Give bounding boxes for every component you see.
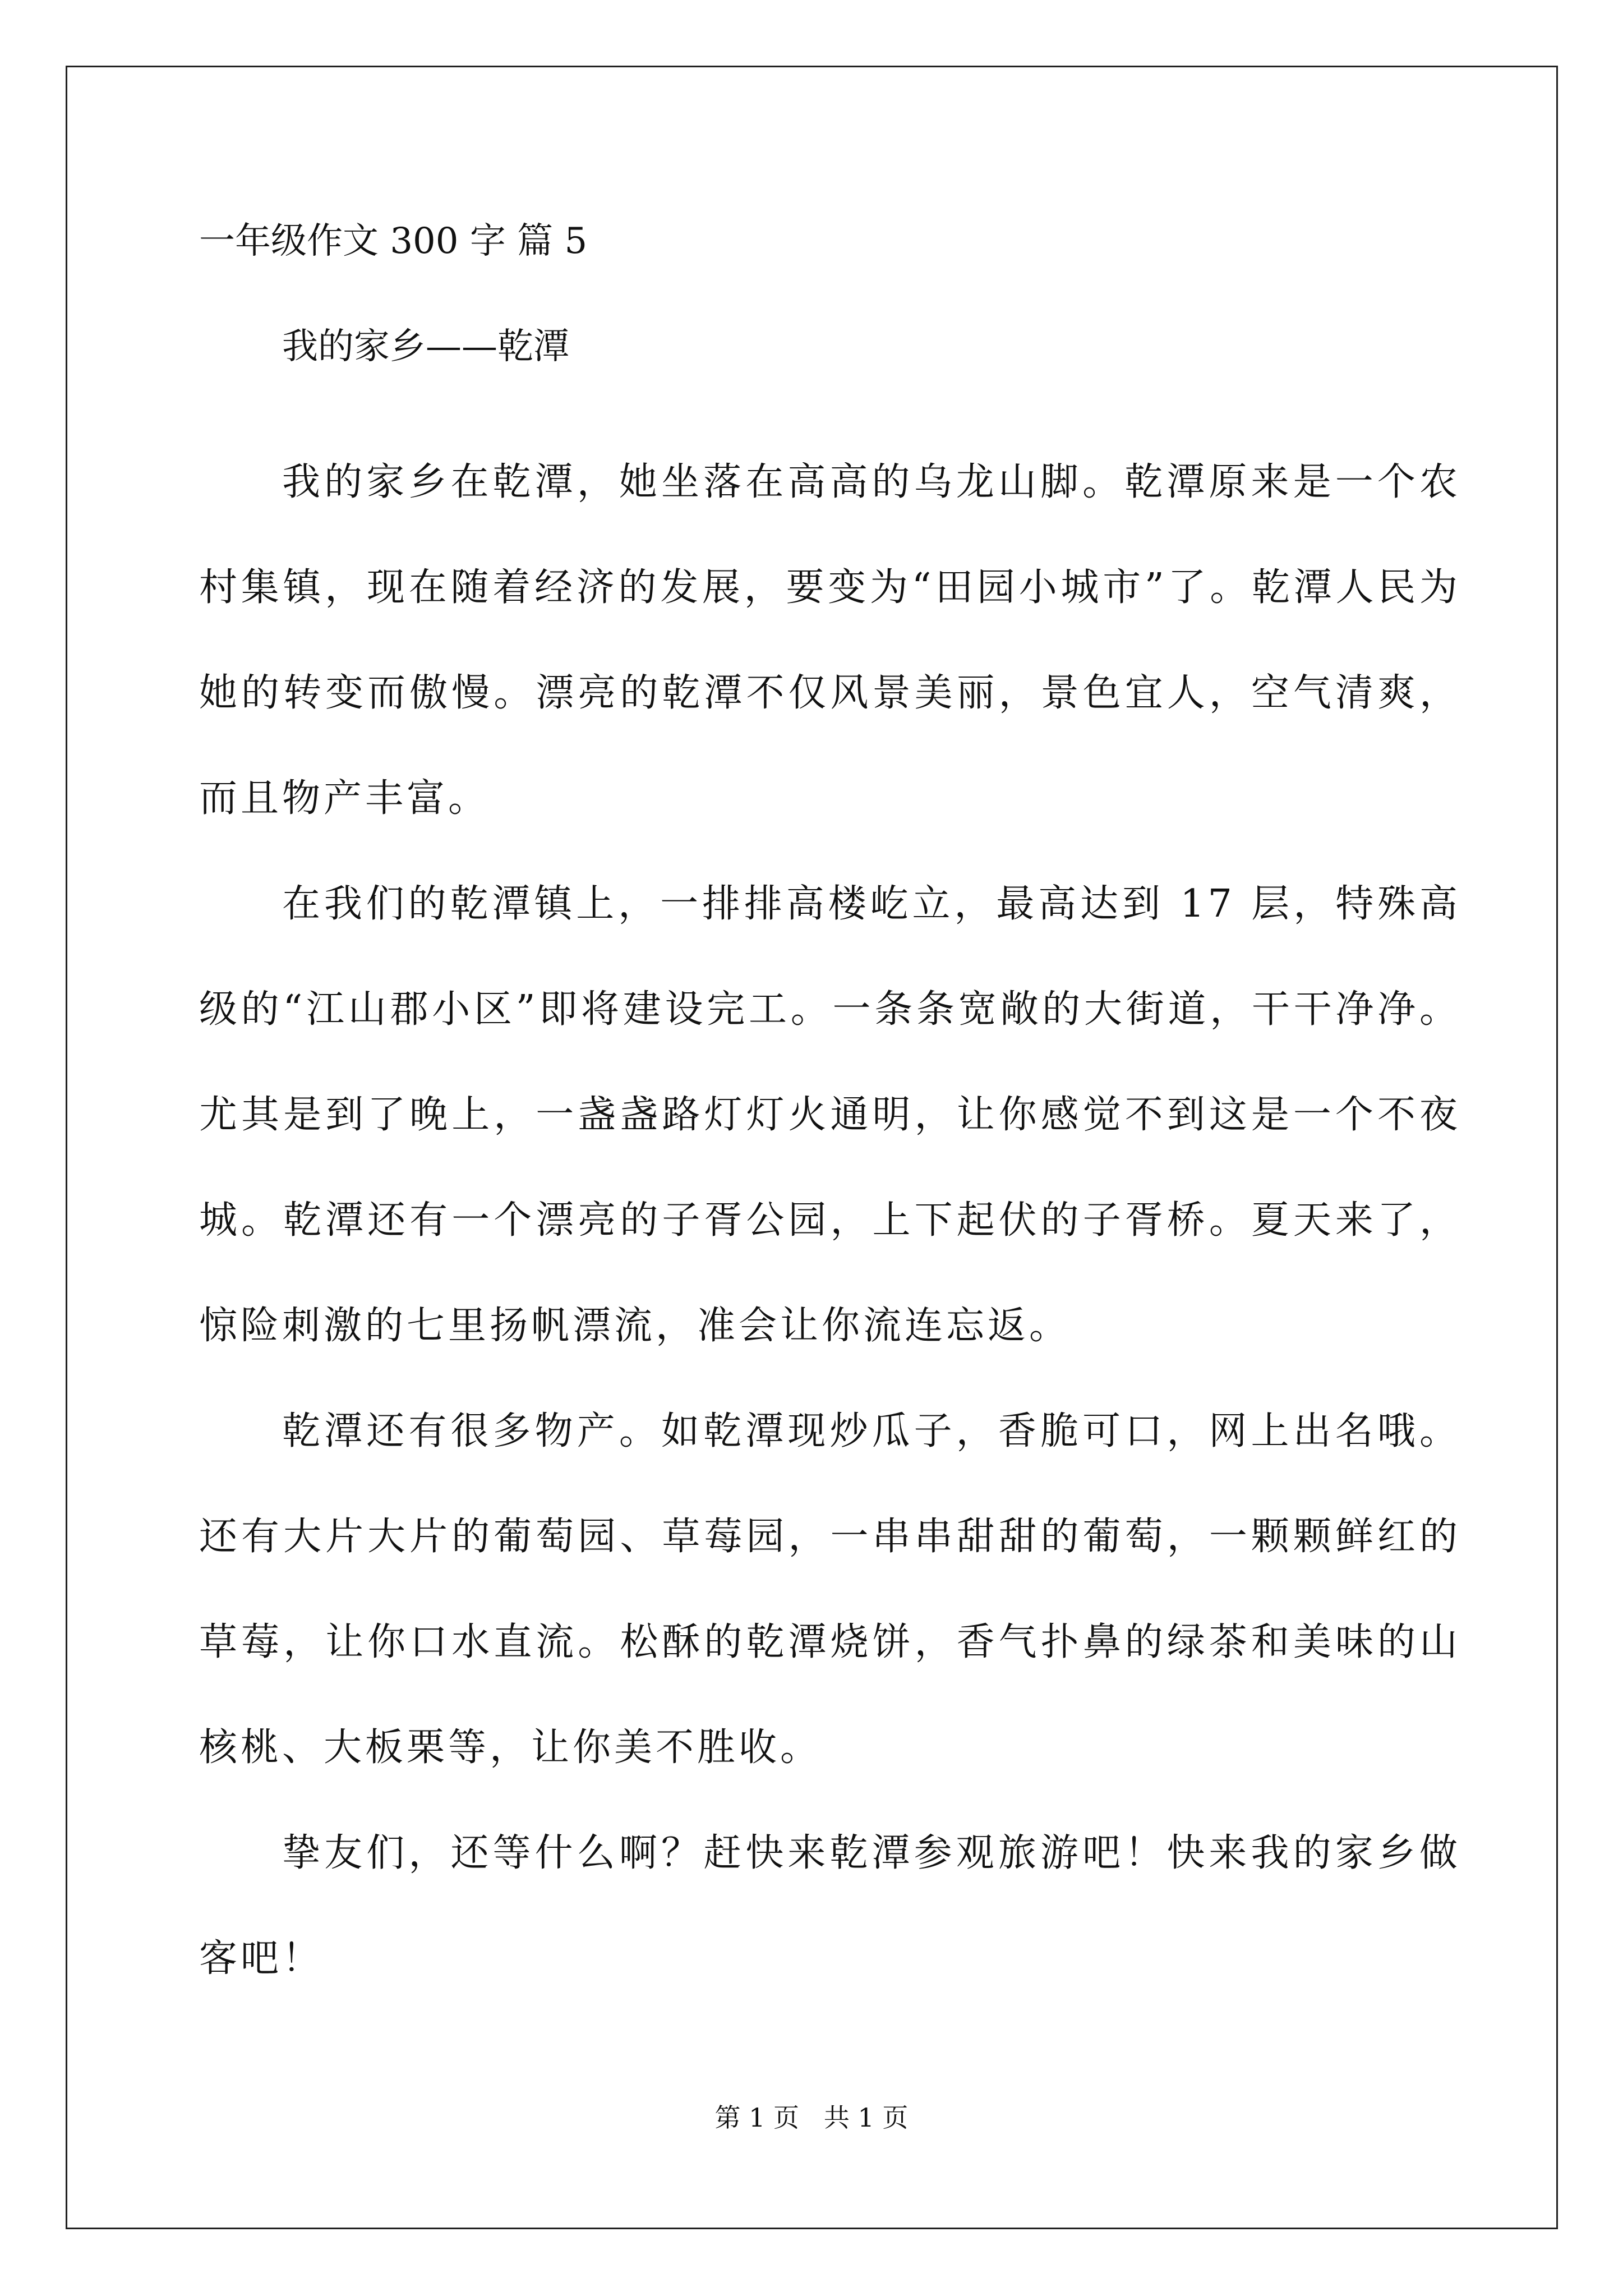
paragraph: 在我们的乾潭镇上，一排排高楼屹立，最高达到 17 层，特殊高级的“江山郡小区”即将建设完工。一条条宽敞的大街道，干干净净。尤其是到了晚上，一盏盏路灯灯火通明，让你感觉不到这是一个不夜城。乾潭还有一个漂亮的子胥公园，上下起伏的子胥桥。夏天来了，惊险刺激的七里扬帆漂流，准会让你流连忘返。	[199, 882, 1461, 1348]
paragraph: 挚友们，还等什么啊？赶快来乾潭参观旅游吧！快来我的家乡做客吧！	[199, 1831, 1461, 1981]
paragraph: 我的家乡在乾潭，她坐落在高高的乌龙山脚。乾潭原来是一个农村集镇，现在随着经济的发展，要变为“田园小城市”了。乾潭人民为她的转变而傲慢。漂亮的乾潭不仅风景美丽，景色宜人，空气清爽，而且物产丰富。	[199, 460, 1461, 821]
essay-title: 我的家乡——乾潭	[282, 326, 569, 367]
document-body	[199, 219, 1461, 2012]
paragraph: 乾潭还有很多物产。如乾潭现炒瓜子，香脆可口，网上出名哦。还有大片大片的葡萄园、草莓园，一串串甜甜的葡萄，一颗颗鲜红的草莓，让你口水直流。松酥的乾潭烧饼，香气扑鼻的绿茶和美味的山核桃、大板栗等，让你美不胜收。	[199, 1409, 1461, 1770]
page-number-footer: 第 1 页 共 1 页	[714, 2102, 909, 2133]
document-heading: 一年级作文 300 字 篇 5	[199, 220, 588, 262]
